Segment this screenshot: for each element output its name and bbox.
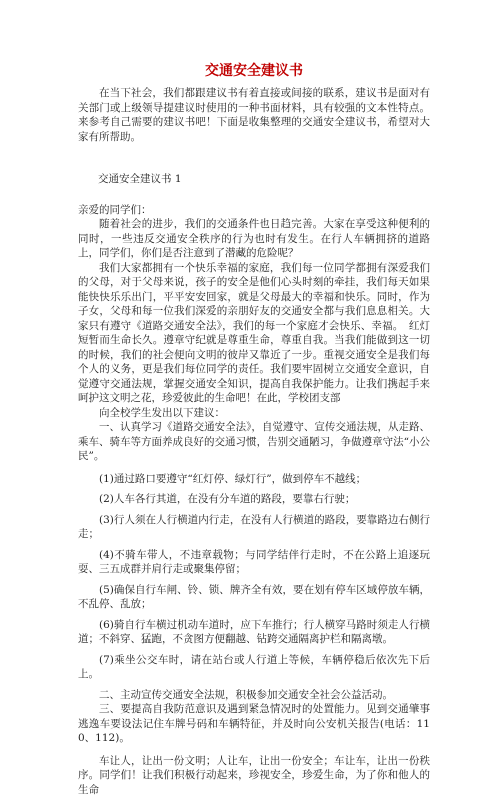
paragraph-2: 我们大家都拥有一个快乐幸福的家庭，我们每一位同学都拥有深爱我们的父母，对于父母来说，孩子的安全是他们心头时刻的牵挂，我们每天如果能快快乐乐出门，平平安安回家，就是父母最大的幸福和快乐。同时，作为子女，父母和每一位我们深爱的亲朋好友的交通安全都与我们息息相关。大家只有遵守《道路交通安全法》，我们的每一个家庭才会快乐、幸福。 红灯短暂而生命长久。遵章守纪就是尊重生命，尊重自我。当我们能做到这一切的时候，我们的社会便向文明的彼岸又靠近了一步。重视交通安全是我们每个人的义务，更是我们每位同学的责任。我们要牢固树立交通安全意识，自觉遵守交通法规，掌握交通安全知识，提高自我保护能力。让我们携起手来呵护这文明之花，珍爱彼此的生命吧！在此，学校团支部	[78, 261, 430, 406]
rules-list	[78, 472, 430, 682]
list-item: (7)乘坐公交车时，请在站台或人行道上等候，车辆停稳后依次先下后上。	[78, 653, 430, 682]
paragraph-6: 三、要提高自我防范意识及遇到紧急情况时的处置能力。见到交通肇事逃逸车要设法记住车牌号码和车辆特征，并及时向公安机关报告(电话：110、112)。	[78, 702, 430, 746]
list-item: (5)确保自行车闸、铃、锁、牌齐全有效，要在划有停车区域停放车辆，不乱停、乱放；	[78, 583, 430, 612]
paragraph-1: 随着社会的进步，我们的交通条件也日趋完善。大家在享受这种便利的同时，一些违反交通安全秩序的行为也时有发生。在行人车辆拥挤的道路上，同学们，你们是否注意到了潜藏的危险呢？	[78, 217, 430, 261]
list-item: (3)行人须在人行横道内行走，在没有人行横道的路段，要靠路边右侧行走；	[78, 513, 430, 542]
list-item: (1)通过路口要遵守“红灯停、绿灯行”，做到停车不越线；	[78, 472, 430, 487]
paragraph-3: 向全校学生发出以下建议：	[78, 406, 430, 421]
document-title: 交通安全建议书	[78, 62, 430, 80]
list-item: (6)骑自行车横过机动车道时，应下车推行；行人横穿马路时须走人行横道；不斜穿、猛跑，不贪图方便翻越、钻跨交通隔离护栏和隔离墩。	[78, 618, 430, 647]
section-title: 交通安全建议书 1	[98, 172, 430, 187]
paragraph-7: 车让人，让出一份文明；人让车，让出一份安全；车让车，让出一份秩序。同学们！让我们积极行动起来，珍视安全，珍爱生命，为了你和他人的生命	[78, 754, 430, 797]
greeting: 亲爱的同学们：	[78, 203, 430, 218]
list-item: (4)不骑车带人，不违章载物；与同学结伴行走时，不在公路上追逐玩耍、三五成群并肩行走或聚集停留；	[78, 548, 430, 577]
paragraph-4: 一、认真学习《道路交通安全法》，自觉遵守、宣传交通法规，从走路、乘车、骑车等方面养成良好的交通习惯，告别交通陋习，争做遵章守法“小公民”。	[78, 420, 430, 464]
paragraph-5: 二、主动宣传交通安全法规，积极参加交通安全社会公益活动。	[78, 688, 430, 703]
intro-paragraph: 在当下社会，我们都跟建议书有着直接或间接的联系，建议书是面对有关部门或上级领导提建议时使用的一种书面材料，具有较强的文本性特点。来参考自己需要的建议书吧！下面是收集整理的交通安全建议书，希望对大家有所帮助。	[78, 86, 430, 144]
list-item: (2)人车各行其道，在没有分车道的路段，要靠右行驶；	[78, 492, 430, 507]
